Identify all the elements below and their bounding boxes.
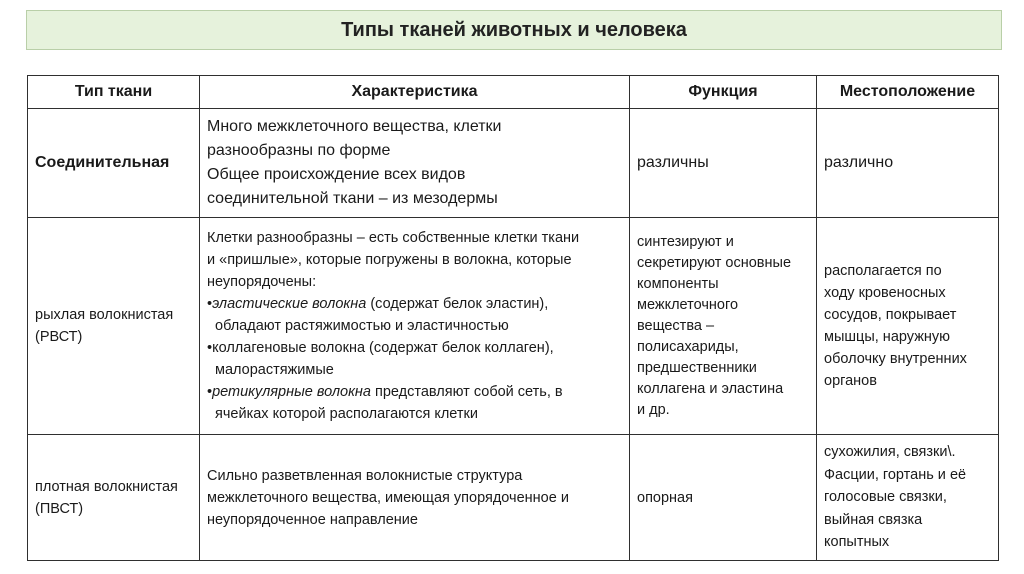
text-line: Сильно разветвленная волокнистые структура: [207, 467, 523, 484]
table-header-row: [28, 76, 999, 109]
row-loose-characteristic: [200, 218, 630, 435]
bullet-item: [207, 381, 622, 403]
page-title: Типы тканей животных и человека: [341, 18, 687, 41]
text-line: полисахариды,: [637, 338, 739, 355]
text-line: располагается по: [824, 263, 942, 279]
row-dense-characteristic: [200, 435, 630, 561]
text-line: ходу кровеносных: [824, 285, 946, 301]
row-connective-characteristic: [200, 109, 630, 218]
table-row: [28, 435, 999, 561]
bullet-text: коллагеновые волокна (содержат белок коллаген),: [212, 340, 554, 356]
row-connective-location: различно: [817, 109, 999, 218]
bullet-marker: •: [207, 296, 213, 312]
text-line: Много межклеточного вещества, клетки: [207, 118, 502, 135]
text-line: копытных: [824, 534, 890, 551]
text-line: Фасции, гортань и её: [824, 466, 967, 483]
bullet-continuation: ячейках которой располагаются клетки: [215, 406, 478, 422]
text-line: мышцы, наружную: [824, 329, 951, 345]
text-line: (ПВСТ): [35, 500, 84, 517]
text-line: органов: [824, 373, 877, 389]
header-function: Функция: [630, 76, 817, 109]
bullet-emphasis: эластические волокна: [212, 296, 367, 312]
text-line: предшественники: [637, 359, 757, 376]
bullet-emphasis: ретикулярные волокна: [212, 384, 371, 400]
row-loose-function: [630, 218, 817, 435]
text-line: рыхлая волокнистая: [35, 307, 174, 323]
header-characteristic: Характеристика: [200, 76, 630, 109]
row-dense-type: [28, 435, 200, 561]
text-line: плотная волокнистая: [35, 478, 178, 495]
row-dense-function: опорная: [630, 435, 817, 561]
row-dense-location: [817, 435, 999, 561]
table-row: [28, 218, 999, 435]
bullet-continuation: малорастяжимые: [215, 362, 334, 378]
text-line: и др.: [637, 401, 670, 418]
text-line: и «пришлые», которые погружены в волокна, которые: [207, 252, 572, 268]
text-line: межклеточного вещества, имеющая упорядоченное и: [207, 489, 569, 506]
text-line: коллагена и эластина: [637, 380, 784, 397]
text-line: синтезируют и: [637, 233, 734, 250]
row-loose-location: [817, 218, 999, 435]
bullet-text: (содержат белок эластин),: [366, 296, 549, 312]
bullet-continuation: обладают растяжимостью и эластичностью: [215, 318, 509, 334]
bullet-marker: •: [207, 384, 213, 400]
text-line: оболочку внутренних: [824, 351, 967, 367]
row-loose-type: [28, 218, 200, 435]
text-line: голосовые связки,: [824, 489, 947, 506]
bullet-marker: •: [207, 340, 213, 356]
text-line: вещества –: [637, 317, 715, 334]
title-banner: [26, 10, 1002, 50]
text-line: межклеточного: [637, 296, 739, 313]
header-location: Местоположение: [817, 76, 999, 109]
text-line: компоненты: [637, 275, 719, 292]
text-line: соединительной ткани – из мезодермы: [207, 190, 498, 207]
text-line: неупорядочены:: [207, 274, 317, 290]
text-line: сосудов, покрывает: [824, 307, 957, 323]
table-row: [28, 109, 999, 218]
row-connective-function: различны: [630, 109, 817, 218]
bullet-item: [207, 337, 622, 359]
header-type: Тип ткани: [28, 76, 200, 109]
row-connective-type: Соединительная: [28, 109, 200, 218]
bullet-text: представляют собой сеть, в: [370, 384, 563, 400]
text-line: Клетки разнообразны – есть собственные клетки ткани: [207, 230, 580, 246]
tissue-table: [27, 75, 999, 561]
text-line: Общее происхождение всех видов: [207, 166, 466, 183]
text-line: неупорядоченное направление: [207, 511, 418, 528]
text-line: сухожилия, связки\.: [824, 444, 956, 461]
text-line: выйная связка: [824, 511, 923, 528]
text-line: (РВСТ): [35, 329, 83, 345]
text-line: разнообразны по форме: [207, 142, 391, 159]
bullet-item: [207, 293, 622, 315]
text-line: секретируют основные: [637, 254, 792, 271]
